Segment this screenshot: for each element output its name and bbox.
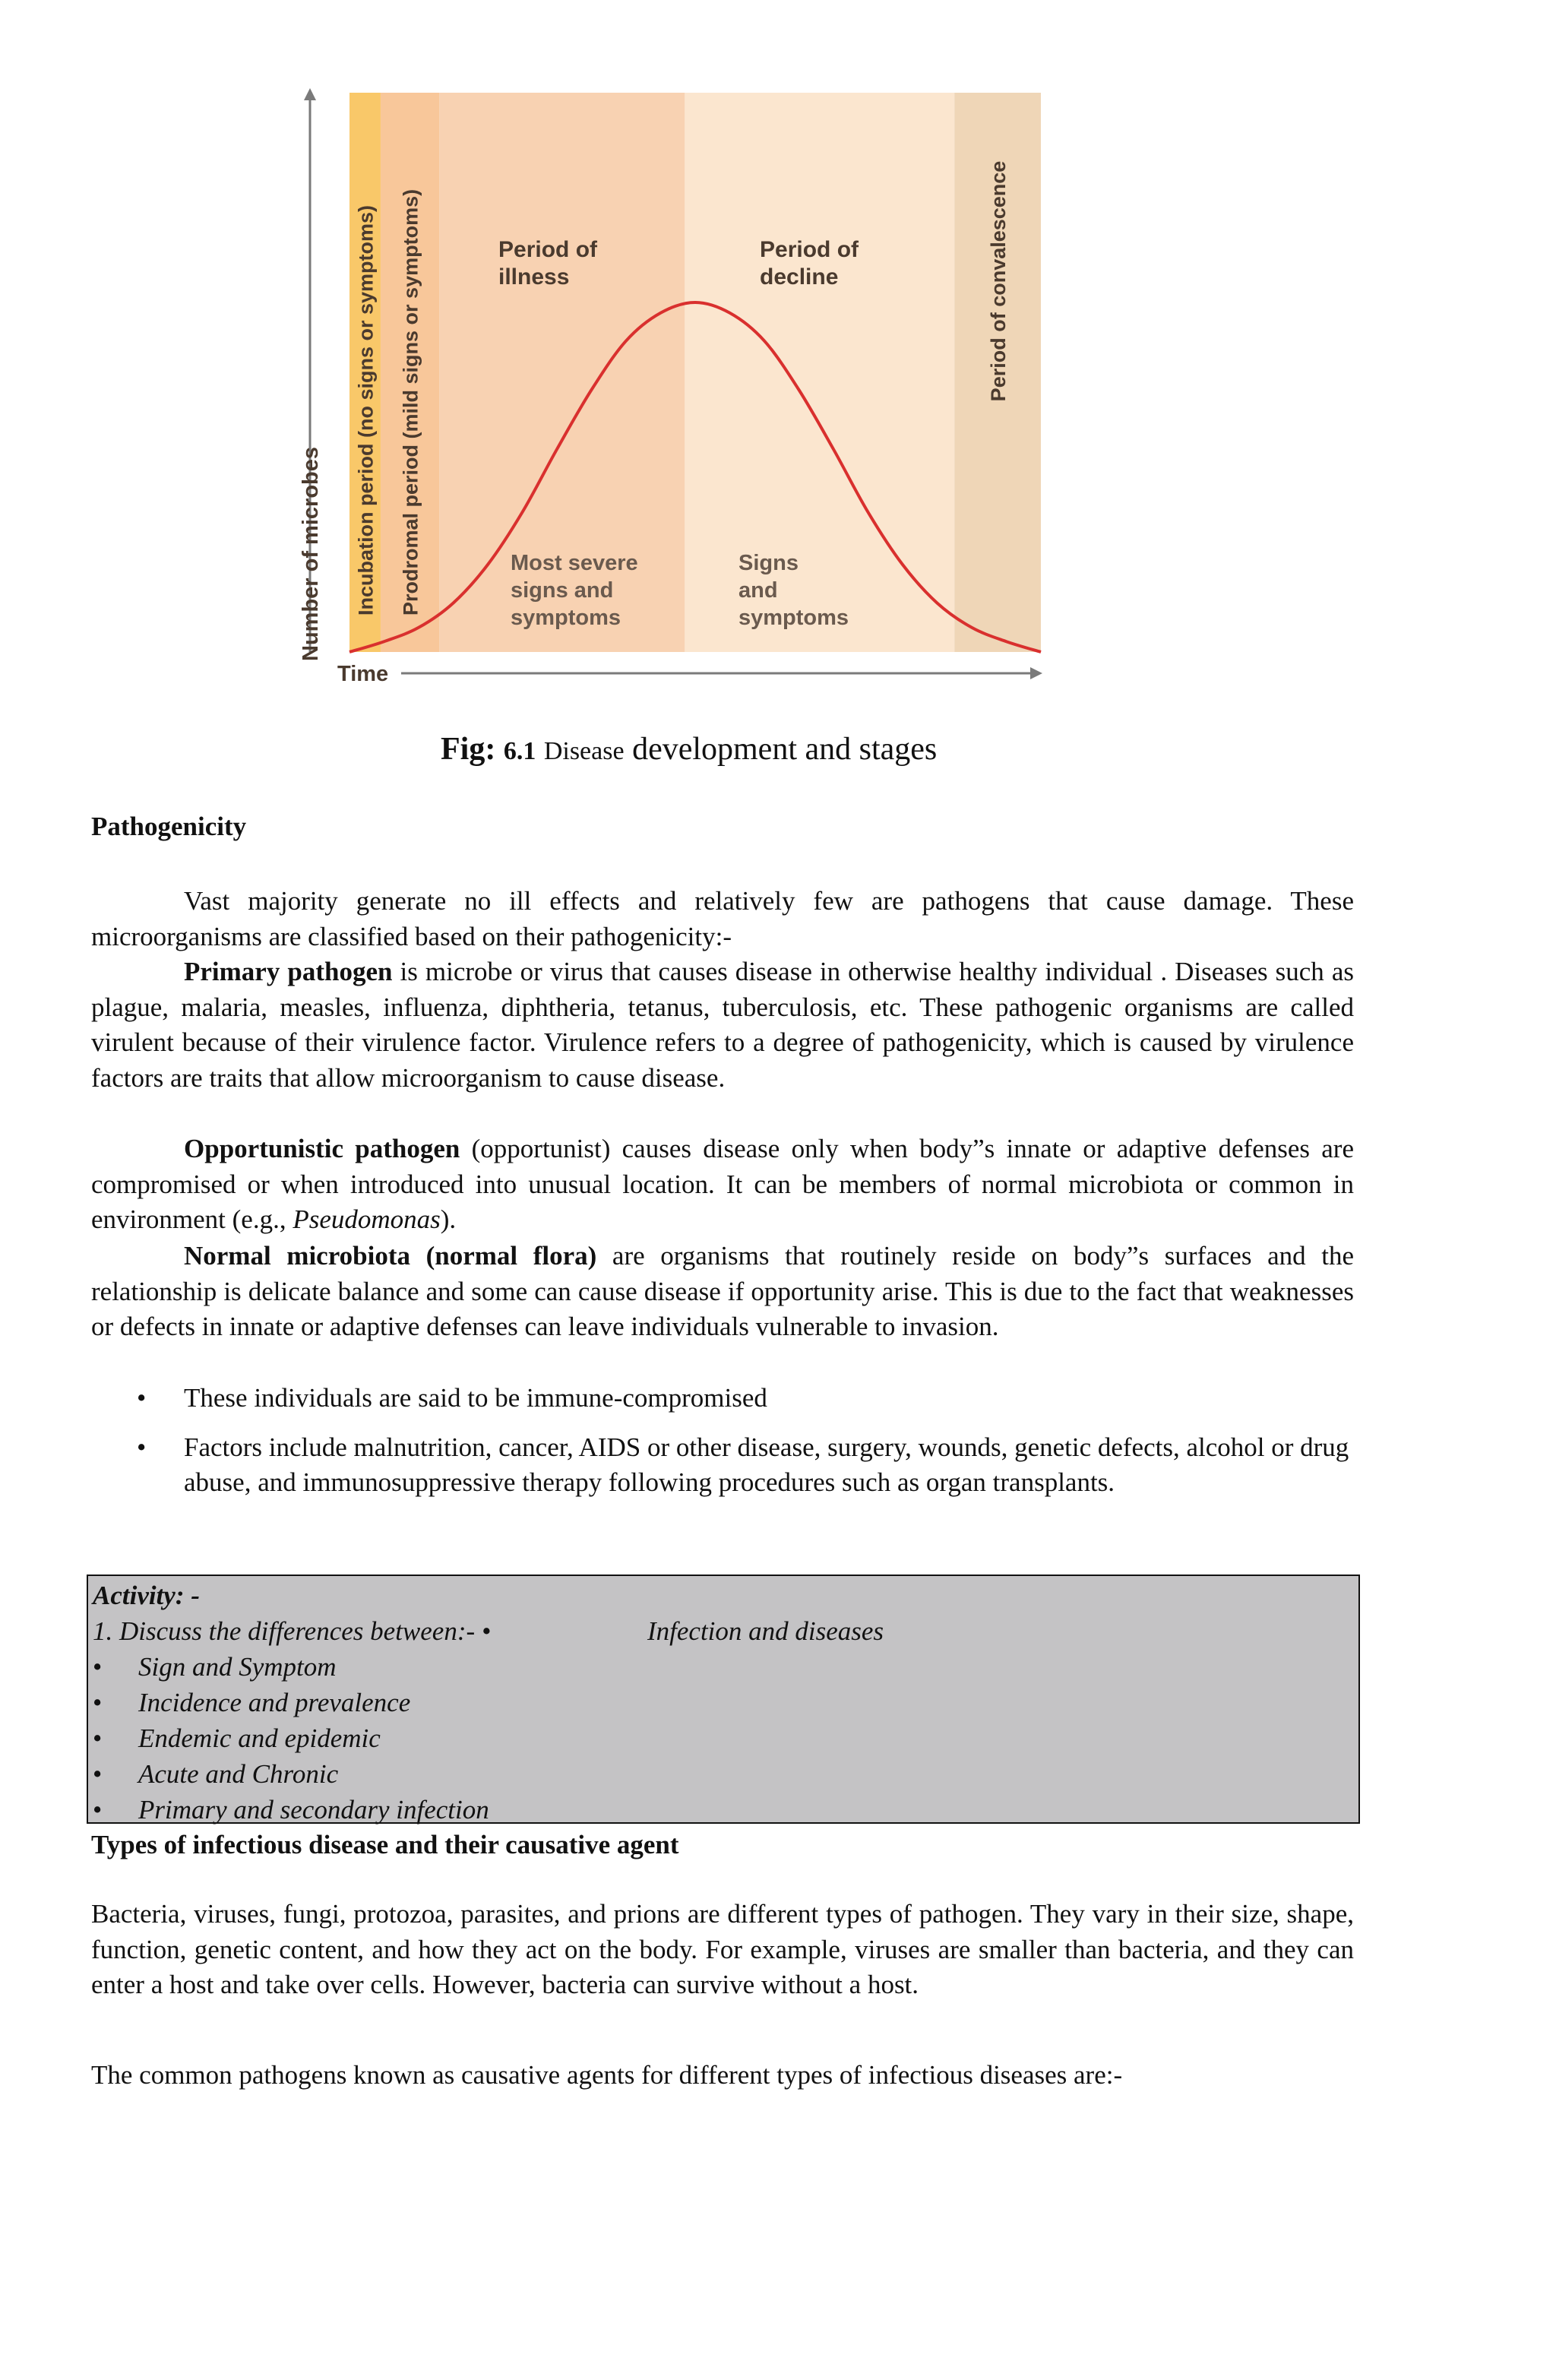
period-label-1: Prodromal period (mild signs or symptoms) [399,188,422,616]
bullet-marker: • [93,1723,103,1753]
period-label-2: Period of illness [498,237,598,290]
activity-title: Activity: - [93,1581,200,1610]
activity-box [87,1575,1360,1824]
caption-word: Disease [543,737,625,765]
immune-bullet-list [137,1381,1352,1501]
bullet-marker: • [137,1432,147,1462]
types-paragraph: Bacteria, viruses, fungi, protozoa, parasites, and prions are different types of pathogen. They vary in their size, shape, function, genetic content, and how they act on the body. For example, viruses are smaller than bacteria, and they can enter a host and take over cells. However, bacteria can survive without a host. [91,1899,1354,1999]
bullet-text: Factors include malnutrition, cancer, AIDS or other disease, surgery, wounds, genetic defects, alcohol or drug abuse, and immunosuppressive therapy following procedures such as organ transplants. [184,1432,1349,1497]
activity-question-row [93,1613,1354,1649]
list-item [137,1430,1352,1501]
bullet-marker: • [93,1688,103,1717]
activity-first-item: Infection and diseases [647,1616,884,1646]
activity-item: Sign and Symptom [138,1652,337,1682]
annotation-0: Most severe signs and symptoms [511,551,638,630]
activity-title-row [93,1578,1354,1613]
opportunistic-pathogen-text: (opportunist) causes disease only when body”s innate or adaptive defenses are compromised or when introduced into unusual location. It can be members of normal microbiota or common in environment (e.g., [91,1134,1354,1234]
list-item [93,1720,1354,1756]
bullet-marker: • [93,1652,103,1682]
period-label-3: Period of decline [760,237,859,290]
list-item [93,1649,1354,1685]
caption-fig-label: Fig: [441,732,496,767]
y-axis-label: Number of microbes [299,447,323,661]
bullet-text: These individuals are said to be immune-compromised [184,1383,767,1413]
pathogenicity-heading: Pathogenicity [91,812,247,841]
caption-fig-number: 6.1 [503,737,536,765]
x-axis-label: Time [337,662,389,686]
activity-item: Endemic and epidemic [138,1723,381,1753]
disease-stages-figure [289,84,1048,707]
figure-caption [441,731,937,767]
list-item [137,1381,1352,1416]
disease-stages-chart [289,84,1048,707]
activity-item: Incidence and prevalence [138,1688,411,1717]
activity-item: Primary and secondary infection [138,1795,489,1825]
activity-question: 1. Discuss the differences between:- • [93,1616,492,1646]
list-item [93,1685,1354,1720]
caption-rest: development and stages [632,732,938,767]
opportunistic-end: ). [440,1204,457,1234]
period-label-4: Period of convalescence [987,160,1010,402]
types-heading: Types of infectious disease and their causative agent [91,1830,679,1859]
bullet-marker: • [93,1795,103,1825]
types-paragraph-2: The common pathogens known as causative agents for different types of infectious diseases are:- [91,2060,1123,2090]
primary-pathogen-text: is microbe or virus that causes disease in otherwise healthy individual . Diseases such as plague, malaria, measles, influenza, diphtheria, tetanus, tuberculosis, etc. These pathogenic organisms are called virulent because of their virulence factor. Virulence refers to a degree of pathogenicity, which is caused by virulence factors are traits that allow microorganism to cause disease. [91,957,1354,1093]
opportunistic-pathogen-term: Opportunistic pathogen [184,1134,460,1163]
normal-microbiota-text: are organisms that routinely reside on body”s surfaces and the relationship is delicate balance and some can cause disease if opportunity arise. This is due to the fact that weaknesses or defects in innate or adaptive defenses can leave individuals vulnerable to invasion. [91,1241,1354,1341]
x-axis-arrow [1030,667,1042,679]
period-band-3 [685,93,954,652]
opportunistic-example: Pseudomonas [293,1204,441,1234]
primary-pathogen-paragraph [91,954,1354,1096]
activity-item: Acute and Chronic [138,1759,339,1789]
pathogenicity-intro: Vast majority generate no ill effects and relatively few are pathogens that cause damage. These microorganisms are classified based on their pathogenicity:- [91,886,1354,951]
opportunistic-pathogen-paragraph [91,1131,1354,1238]
bullet-marker: • [137,1383,147,1413]
annotation-1: Signs and symptoms [738,551,849,630]
y-axis-arrow [304,88,316,100]
normal-microbiota-term: Normal microbiota (normal flora) [184,1241,597,1271]
bullet-marker: • [93,1759,103,1789]
list-item [93,1792,1354,1828]
period-label-0: Incubation period (no signs or symptoms) [354,204,378,616]
normal-microbiota-paragraph [91,1239,1354,1345]
list-item [93,1756,1354,1792]
primary-pathogen-term: Primary pathogen [184,957,393,986]
